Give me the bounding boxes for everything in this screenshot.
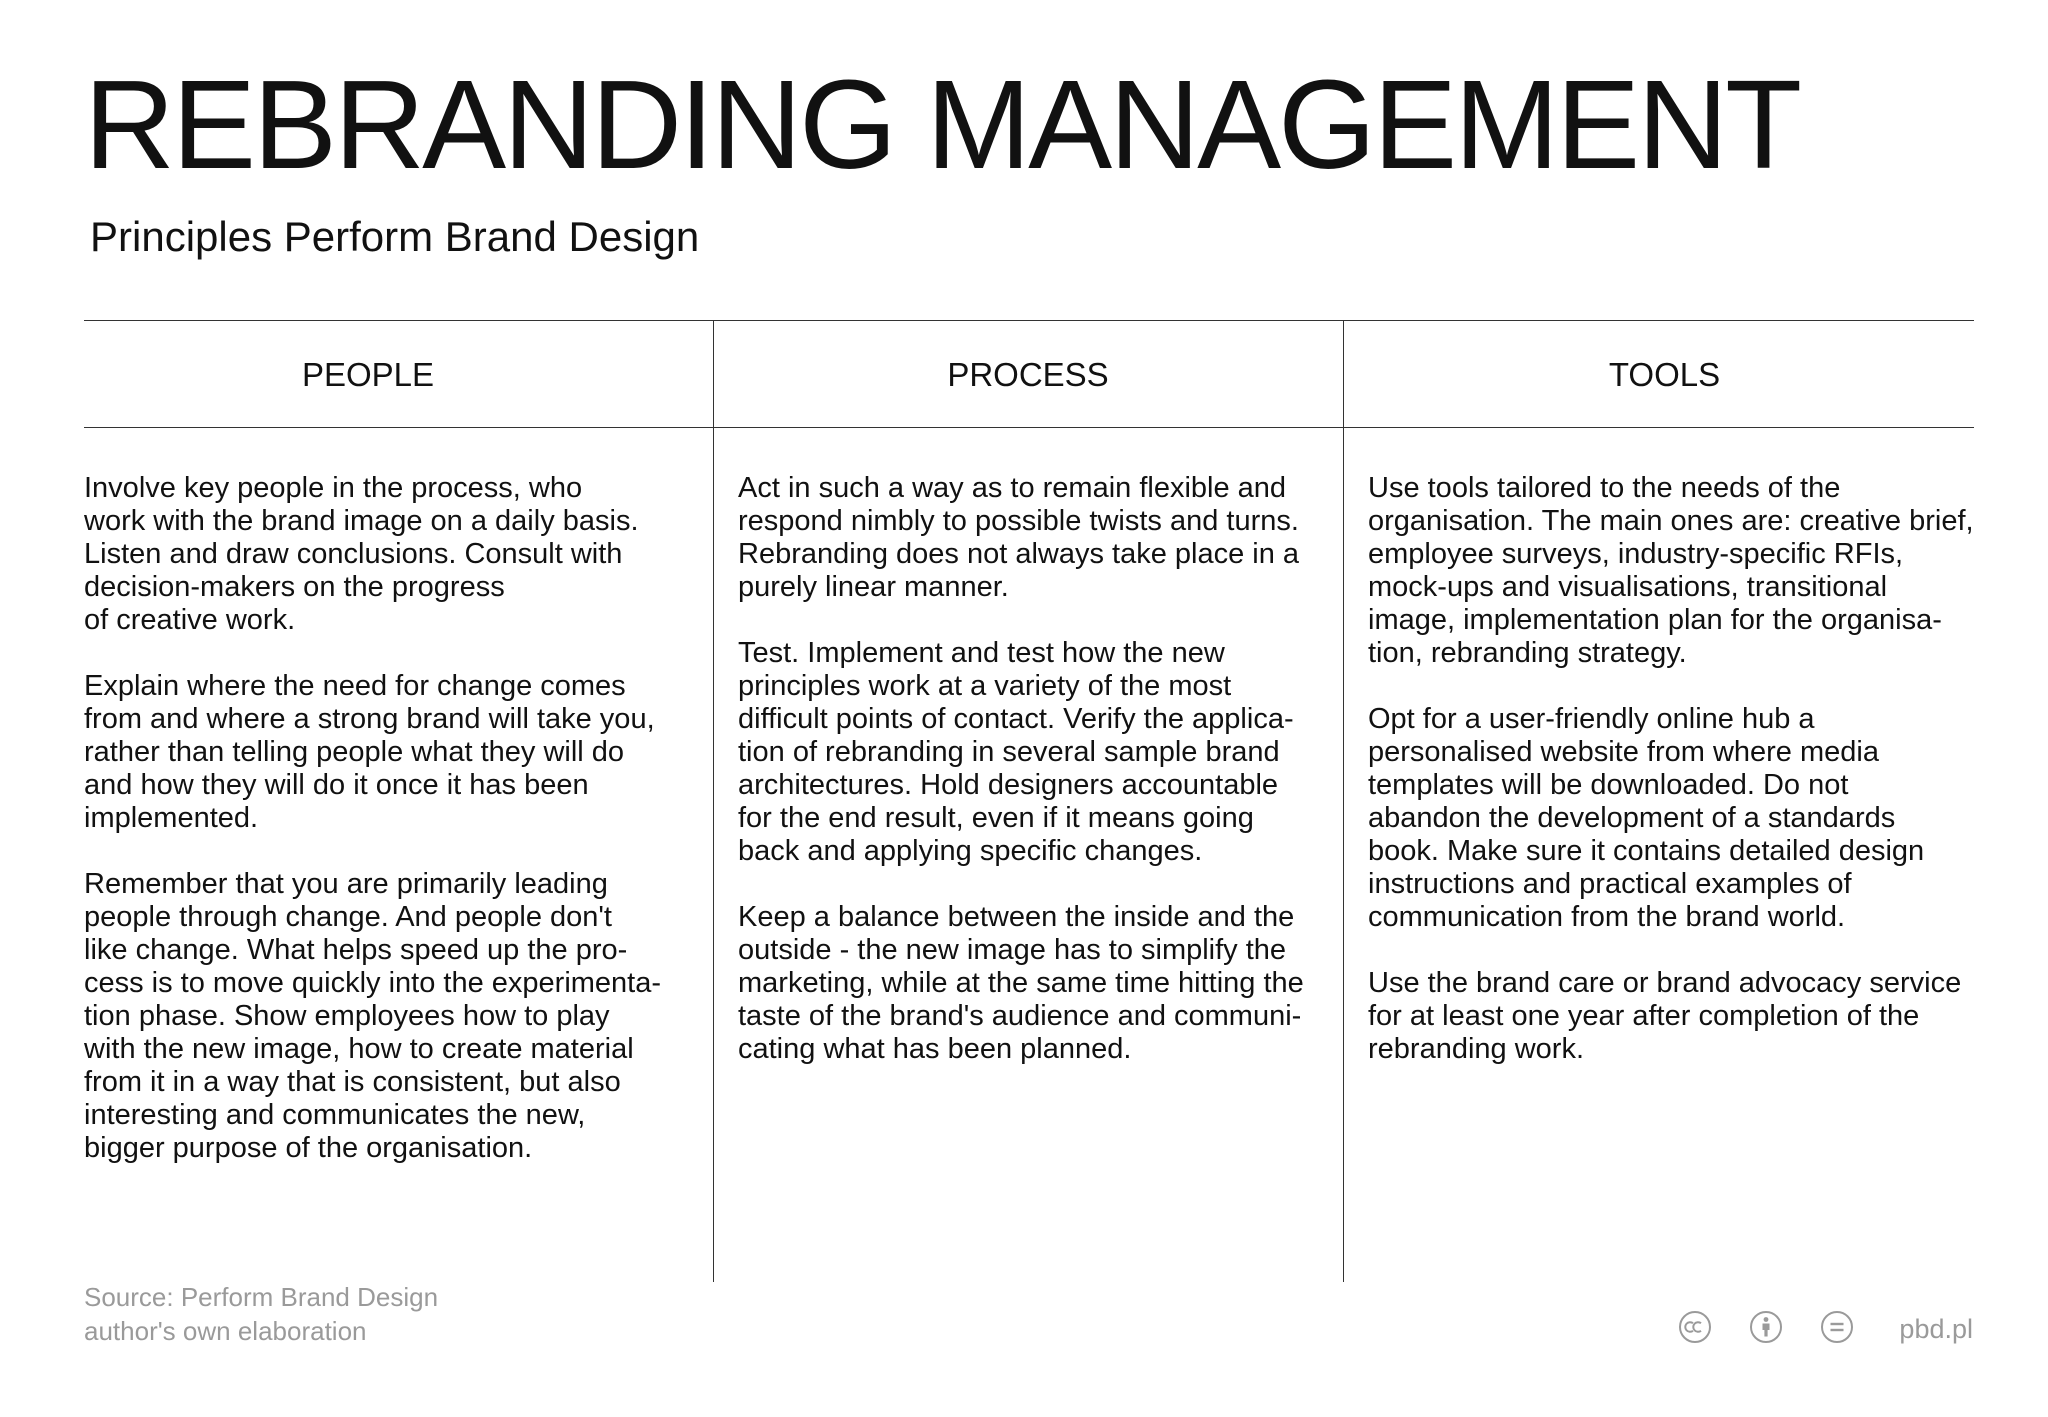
source-line: author's own elaboration [84, 1316, 367, 1346]
column-heading-people: PEOPLE [301, 356, 435, 393]
paragraph: Act in such a way as to remain flexible and respond nimbly to possible twists and turns. Rebranding does not always take place in a purely linear manner. [738, 472, 1300, 603]
column-divider [1343, 320, 1344, 1282]
paragraph: Opt for a user-friendly online hub a personalised website from where media templates will be downloaded. Do not abandon the development of a standards book. Make sure it contains detailed design instructions and practical examples of communication from the brand world. [1368, 703, 1925, 933]
paragraph: Involve key people in the process, who work with the brand image on a daily basis. Listen and draw conclusions. Consult with decision-makers on the progress of creative work. [84, 472, 639, 636]
table-header-rule [84, 427, 1974, 428]
column-heading-process: PROCESS [947, 356, 1109, 393]
attribution-icon [1749, 1310, 1783, 1344]
creative-commons-icon [1678, 1310, 1712, 1344]
column-body-process [738, 472, 1338, 1099]
column-heading-tools: TOOLS [1608, 356, 1721, 393]
license-icons [1678, 1310, 1854, 1344]
paragraph: Remember that you are primarily leading people through change. And people don't like change. What helps speed up the pro- cess is to move quickly into the experimenta- tion phase. Show employees how to play with the new image, how to create material from it in a way that is consistent, but also interesting and communicates the new, bigger purpose of the organisation. [84, 868, 662, 1164]
paragraph: Explain where the need for change comes from and where a strong brand will take you, rather than telling people what they will do and how they will do it once it has been implemented. [84, 670, 655, 834]
site-link[interactable]: pbd.pl [1899, 1314, 1973, 1344]
source-line: Source: Perform Brand Design [84, 1282, 439, 1312]
source-note [84, 1280, 438, 1348]
paragraph: Use the brand care or brand advocacy service for at least one year after completion of the rebranding work. [1368, 967, 1962, 1065]
paragraph: Test. Implement and test how the new principles work at a variety of the most difficult points of contact. Verify the applica- tion of rebranding in several sample brand architectures. Hold designers accountable for the end result, even if it means going back and applying specific changes. [738, 637, 1294, 867]
paragraph: Keep a balance between the inside and the outside - the new image has to simplify the marketing, while at the same time hitting the taste of the brand's audience and communi- cating what has been planned. [738, 901, 1304, 1065]
table-top-rule [84, 320, 1974, 321]
no-derivatives-icon [1820, 1310, 1854, 1344]
page-title: REBRANDING MANAGEMENT [84, 54, 1800, 195]
column-body-tools [1368, 472, 2008, 1099]
column-divider [713, 320, 714, 1282]
paragraph: Use tools tailored to the needs of the organisation. The main ones are: creative brief, employee surveys, industry-specific RFIs, mock-ups and visualisations, transitional image, implementation plan for the organisa- tion, rebranding strategy. [1368, 472, 1974, 669]
page-subtitle: Principles Perform Brand Design [90, 213, 700, 260]
column-body-people [84, 472, 704, 1198]
